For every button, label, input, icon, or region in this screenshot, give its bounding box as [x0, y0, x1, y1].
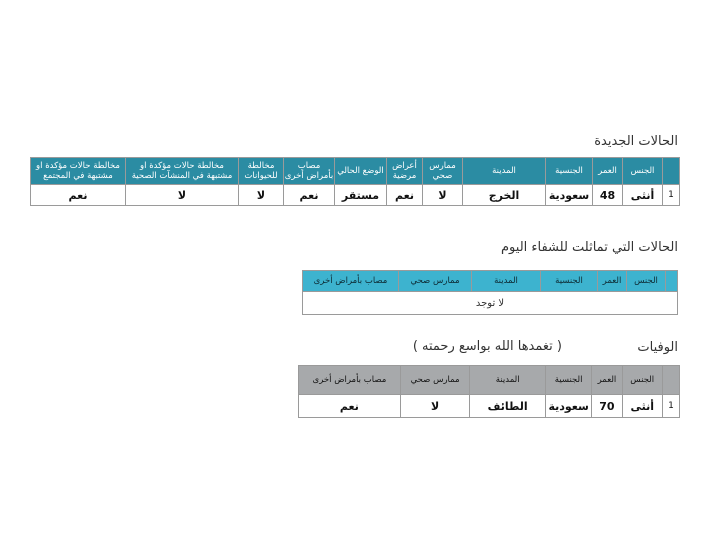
header-gender: الجنس	[623, 158, 663, 185]
deaths-table	[298, 365, 680, 418]
header-other-diseases: مصاب بأمراض أخرى	[299, 366, 401, 395]
cell-symptoms: نعم	[387, 185, 423, 206]
header-index	[662, 366, 679, 395]
header-city: المدينة	[472, 271, 541, 292]
new-cases-title: الحالات الجديدة	[594, 134, 678, 149]
cell-current-status: مستقر	[335, 185, 387, 206]
header-symptoms: أعراض مرضية	[387, 158, 423, 185]
header-age: العمر	[593, 158, 623, 185]
cell-age: 48	[593, 185, 623, 206]
cell-city: الخرج	[463, 185, 546, 206]
recovered-title: الحالات التي تماثلت للشفاء اليوم	[501, 240, 678, 255]
table-header-row	[299, 366, 680, 395]
header-gender: الجنس	[627, 271, 666, 292]
header-health-worker: ممارس صحي	[423, 158, 463, 185]
deaths-title: الوفيات	[637, 340, 678, 355]
cell-gender: أنثى	[623, 185, 663, 206]
table-row	[31, 185, 680, 206]
cell-other-diseases: نعم	[284, 185, 335, 206]
cell-nationality: سعودية	[545, 395, 591, 418]
deaths-subtitle: ( تغمدها الله بواسع رحمته )	[412, 339, 562, 354]
new-cases-table	[30, 157, 680, 206]
cell-city: الطائف	[470, 395, 546, 418]
cell-animal-contact: لا	[239, 185, 284, 206]
header-current-status: الوضع الحالي	[335, 158, 387, 185]
table-header-row	[303, 271, 678, 292]
cell-other-diseases: نعم	[299, 395, 401, 418]
cell-index: 1	[663, 185, 680, 206]
table-row	[299, 395, 680, 418]
header-city: المدينة	[470, 366, 546, 395]
header-gender: الجنس	[622, 366, 662, 395]
cell-gender: أنثى	[622, 395, 662, 418]
cell-facility-contact: لا	[126, 185, 239, 206]
header-nationality: الجنسية	[541, 271, 598, 292]
empty-message: لا توجد	[303, 292, 678, 315]
header-index	[666, 271, 678, 292]
recovered-table	[302, 270, 678, 315]
header-nationality: الجنسية	[545, 366, 591, 395]
header-city: المدينة	[463, 158, 546, 185]
cell-index: 1	[662, 395, 679, 418]
cell-health-worker: لا	[400, 395, 470, 418]
header-other-diseases: مصاب بأمراض أخرى	[284, 158, 335, 185]
header-facility-contact: مخالطة حالات مؤكدة او مشتبهة في المنشآت الصحية	[126, 158, 239, 185]
table-header-row	[31, 158, 680, 185]
header-animal-contact: مخالطة للحيوانات	[239, 158, 284, 185]
header-other-diseases: مصاب بأمراض أخرى	[303, 271, 399, 292]
header-age: العمر	[598, 271, 627, 292]
header-nationality: الجنسية	[546, 158, 593, 185]
cell-community-contact: نعم	[31, 185, 126, 206]
header-index	[663, 158, 680, 185]
table-row	[303, 292, 678, 315]
header-community-contact: مخالطة حالات مؤكدة او مشتبهة في المجتمع	[31, 158, 126, 185]
cell-health-worker: لا	[423, 185, 463, 206]
cell-age: 70	[592, 395, 622, 418]
header-age: العمر	[592, 366, 622, 395]
header-health-worker: ممارس صحي	[399, 271, 472, 292]
header-health-worker: ممارس صحي	[400, 366, 470, 395]
cell-nationality: سعودية	[546, 185, 593, 206]
